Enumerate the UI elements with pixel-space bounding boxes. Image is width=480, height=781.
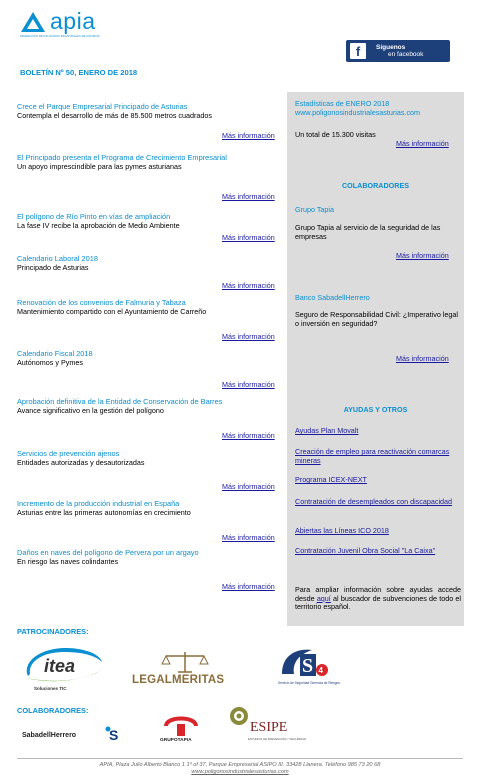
news-item <box>17 350 287 368</box>
news-item <box>17 299 287 317</box>
news-item <box>17 549 287 567</box>
apia-triangle-icon <box>20 11 46 33</box>
legalmeritas-name: LEGALMERITAS <box>132 674 225 686</box>
itea-tagline: Soluciones TIC <box>34 686 67 691</box>
sponsor-itea-logo[interactable] <box>20 644 108 696</box>
collaborators-heading: COLABORADORES <box>341 181 410 190</box>
tapia-emblem-icon <box>160 712 202 736</box>
news-item <box>17 213 287 231</box>
tapia-logo-name: GRUPOTAPIA <box>160 738 192 743</box>
news-more-link[interactable]: Más información <box>222 233 275 242</box>
news-more-link[interactable]: Más información <box>222 281 275 290</box>
stats-more-link[interactable]: Más información <box>396 139 449 148</box>
news-more-link[interactable]: Más información <box>222 533 275 542</box>
facebook-line1: Síguenos <box>376 43 406 51</box>
news-description: Mantenimiento compartido con el Ayuntamiento de Carreño <box>17 306 207 316</box>
aids-info-post: al buscador de subvenciones de todo el territorio español. <box>295 593 462 612</box>
svg-text:S: S <box>302 655 314 677</box>
collab-esipe-logo[interactable] <box>228 706 316 748</box>
scales-of-justice-icon <box>130 650 240 674</box>
svg-text:4: 4 <box>318 666 323 675</box>
stats-visits: Un total de 15.300 visitas <box>295 130 376 139</box>
apia-logo[interactable] <box>20 8 95 36</box>
news-title[interactable]: Daños en naves del polígono de Pervera por un argayo <box>17 548 199 557</box>
news-more-link[interactable]: Más información <box>222 332 275 341</box>
bulletin-title: BOLETÍN Nº 50, ENERO DE 2018 <box>20 68 138 77</box>
aid-link-lineas-ico[interactable]: Abiertas las Líneas ICO 2018 <box>295 526 389 535</box>
esipe-badge-icon <box>228 706 250 726</box>
news-description: En riesgo las naves colindantes <box>17 556 119 566</box>
news-description: Un apoyo imprescindible para las pymes asturianas <box>17 161 182 171</box>
collab-tapia-logo[interactable] <box>160 712 202 748</box>
news-item <box>17 154 287 172</box>
sabadell-name: SabadellHerrero <box>22 732 77 739</box>
sponsor-legalmeritas-logo[interactable] <box>130 650 240 692</box>
sabadell-more-link[interactable]: Más información <box>396 354 449 363</box>
news-more-link[interactable]: Más información <box>222 380 275 389</box>
news-more-link[interactable]: Más información <box>222 582 275 591</box>
news-description: Asturias entre las primeras autonomías en crecimiento <box>17 507 191 517</box>
news-title[interactable]: Calendario Fiscal 2018 <box>17 349 93 358</box>
news-title[interactable]: Crece el Parque Empresarial Principado de Asturias <box>17 102 188 111</box>
footer <box>0 762 480 776</box>
logo-text: apia <box>50 8 96 34</box>
itea-name: itea <box>44 656 76 676</box>
esipe-tagline: ESTUDIOS DE PREVENCIÓN Y SEGURIDAD <box>248 737 307 741</box>
news-description: Contempla el desarrollo de más de 85.500 metros cuadrados <box>17 110 212 120</box>
aid-link-discapacidad[interactable]: Contratación de desempleados con discapacidad <box>295 497 453 506</box>
sabadell-desc: Seguro de Responsabilidad Civil: ¿Imperativo legal o inversión en seguridad? <box>295 310 459 328</box>
news-more-link[interactable]: Más información <box>222 482 275 491</box>
seguridad-emblem-icon <box>278 644 358 680</box>
sponsor-seguridad-logo[interactable] <box>278 644 358 696</box>
aid-link-icex-next[interactable]: Programa ICEX-NEXT <box>295 475 367 484</box>
news-more-link[interactable]: Más información <box>222 431 275 440</box>
svg-text:S: S <box>109 727 119 743</box>
news-title[interactable]: El polígono de Río Pinto en vías de ampliación <box>17 212 171 221</box>
tapia-more-link[interactable]: Más información <box>396 251 449 260</box>
news-item <box>17 103 287 121</box>
sponsors-heading: PATROCINADORES: <box>17 627 89 636</box>
stats-title[interactable]: Estadísticas de ENERO 2018 <box>295 99 390 108</box>
tapia-title[interactable]: Grupo Tapia <box>295 205 335 214</box>
news-more-link[interactable]: Más información <box>222 192 275 201</box>
aids-info-pre: Para ampliar información sobre ayudas accede desde <box>295 585 461 603</box>
stats-url[interactable]: www.poligonosindustrialesasturias.com <box>295 108 421 117</box>
news-description: Entidades autorizadas y desautorizadas <box>17 457 145 467</box>
facebook-icon: f <box>350 43 366 59</box>
aids-info-text <box>295 586 461 612</box>
news-item <box>17 255 287 273</box>
news-description: Avance significativo en la gestión del polígono <box>17 405 164 415</box>
footer-address: APIA, Plaza Julio Alberto Blanco 1 1º of 37, Parque Empresarial ASIPO III. 33428 Llanera. Teléfono 985 73 20 68 <box>99 762 381 768</box>
aid-link-plan-movalt[interactable]: Ayudas Plan Movalt <box>295 426 359 435</box>
news-title[interactable]: Aprobación definitiva de la Entidad de Conservación de Barres <box>17 397 223 406</box>
collab-sabadell-logo[interactable] <box>22 732 76 740</box>
news-description: Principado de Asturias <box>17 262 89 272</box>
sabadell-title[interactable]: Banco SabadellHerrero <box>295 293 370 302</box>
facebook-follow-button[interactable] <box>346 40 450 62</box>
news-item <box>17 450 287 468</box>
seguridad-tagline: Servicio de Seguridad Gerencia de Riesgos <box>278 681 340 685</box>
footer-divider <box>17 758 463 759</box>
news-title[interactable]: Calendario Laboral 2018 <box>17 254 98 263</box>
sidebar <box>287 92 464 626</box>
news-title[interactable]: El Principado presenta el Programa de Crecimiento Empresarial <box>17 153 227 162</box>
tapia-desc: Grupo Tapia al servicio de la seguridad de las empresas <box>295 223 441 241</box>
news-item <box>17 398 287 416</box>
news-title[interactable]: Renovación de los convenios de Falmuria y Tabaza <box>17 298 186 307</box>
aid-link-comarcas-mineras[interactable]: Creación de empleo para reactivación comarcas mineras <box>295 447 450 465</box>
logo-tagline: FEDERACIÓN DE POLÍGONOS INDUSTRIALES DE ASTURIAS <box>20 35 100 38</box>
news-more-link[interactable]: Más información <box>222 131 275 140</box>
news-item <box>17 500 287 518</box>
facebook-line2: en facebook <box>388 51 424 58</box>
news-description: Autónomos y Pymes <box>17 357 83 367</box>
sabadell-s-icon[interactable] <box>102 722 124 744</box>
aids-heading: AYUDAS Y OTROS <box>343 405 408 414</box>
aid-link-la-caixa[interactable]: Contratación Juvenil Obra Social "La Caixa" <box>295 546 436 555</box>
news-description: La fase IV recibe la aprobación de Medio Ambiente <box>17 220 180 230</box>
footer-website[interactable]: www.poligonosindustrialesasturias.com <box>191 768 289 775</box>
collaborators-heading-bottom: COLABORADORES: <box>17 706 89 715</box>
aids-info-link[interactable]: aquí <box>316 593 331 603</box>
news-title[interactable]: Incremento de la producción industrial en España <box>17 499 180 508</box>
esipe-name: ESIPE <box>250 720 288 735</box>
news-title[interactable]: Servicios de prevención ajenos <box>17 449 120 458</box>
